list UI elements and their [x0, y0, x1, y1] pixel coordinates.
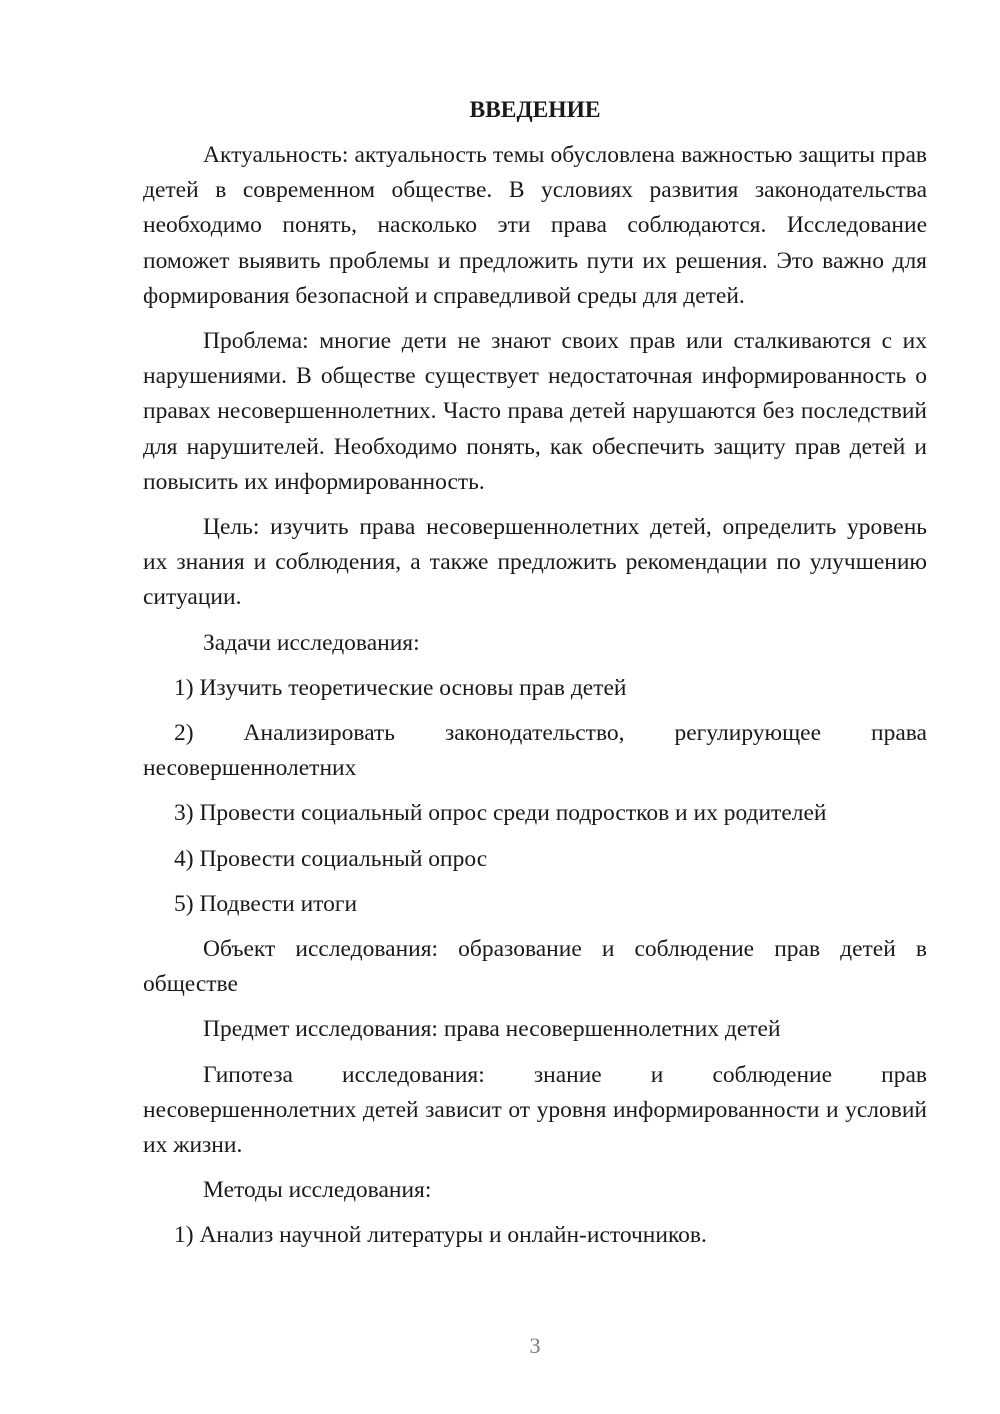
relevance-paragraph: Актуальность: актуальность темы обусловлена важностью защиты прав детей в современном обществе. В условиях развития законодательства необходимо понять, насколько эти права соблюдаются. Исследование поможет выявить проблемы и предложить пути их решения. Это важно для формирования безопасной и справедливой среды для детей. — [143, 142, 927, 309]
task-item-1: 1) Изучить теоретические основы прав детей — [174, 674, 627, 701]
task-item-2: 2) Анализировать законодательство, регулирующее права несовершеннолетних — [143, 720, 927, 782]
tasks-heading: Задачи исследования: — [203, 629, 420, 656]
goal-paragraph: Цель: изучить права несовершеннолетних детей, определить уровень их знания и соблюдения, а также предложить рекомендации по улучшению ситуации. — [143, 514, 927, 611]
task-item-3: 3) Провести социальный опрос среди подростков и их родителей — [174, 800, 827, 827]
page-content — [143, 90, 927, 1264]
method-item-1: 1) Анализ научной литературы и онлайн-источников. — [174, 1222, 707, 1249]
section-title: ВВЕДЕНИЕ — [469, 97, 601, 123]
methods-heading: Методы исследования: — [203, 1177, 432, 1204]
object-paragraph: Объект исследования: образование и соблюдение прав детей в обществе — [143, 936, 927, 998]
problem-paragraph: Проблема: многие дети не знают своих прав или сталкиваются с их нарушениями. В обществе существует недостаточная информированность о правах несовершеннолетних. Часто права детей нарушаются без последствий для нарушителей. Необходимо понять, как обеспечить защиту прав детей и повысить их информированность. — [143, 328, 927, 495]
hypothesis-paragraph: Гипотеза исследования: знание и соблюдение прав несовершеннолетних детей зависит от уровня информированности и условий их жизни. — [143, 1061, 927, 1159]
task-item-4: 4) Провести социальный опрос — [174, 845, 488, 872]
subject-paragraph: Предмет исследования: права несовершеннолетних детей — [203, 1016, 781, 1043]
page-number: 3 — [529, 1333, 541, 1358]
task-item-5: 5) Подвести итоги — [174, 890, 358, 917]
